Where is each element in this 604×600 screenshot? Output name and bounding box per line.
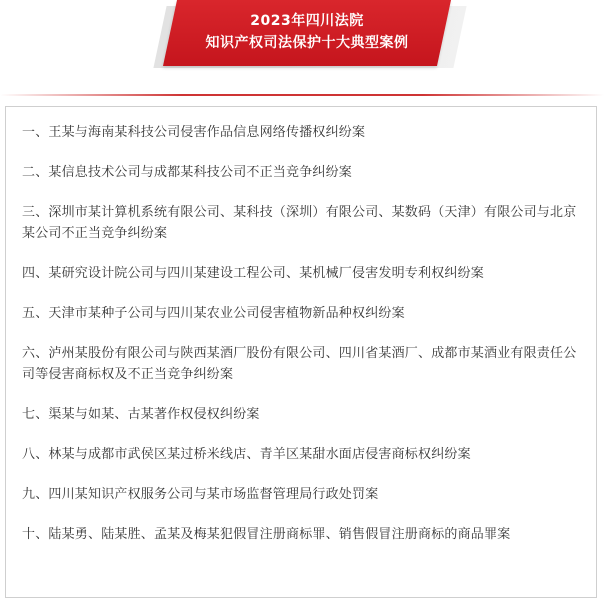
header-divider — [0, 94, 604, 96]
case-item: 十、陆某勇、陆某胜、孟某及梅某犯假冒注册商标罪、销售假冒注册商标的商品罪案 — [22, 527, 511, 542]
header-title-line1: 2023年四川法院 — [250, 13, 364, 29]
header-title — [170, 10, 444, 54]
case-list — [6, 107, 596, 545]
case-list-card — [5, 106, 597, 598]
case-item: 四、某研究设计院公司与四川某建设工程公司、某机械厂侵害发明专利权纠纷案 — [22, 266, 485, 281]
case-item: 七、渠某与如某、古某著作权侵权纠纷案 — [22, 407, 260, 422]
header-title-line2: 知识产权司法保护十大典型案例 — [205, 35, 409, 51]
case-item: 二、某信息技术公司与成都某科技公司不正当竞争纠纷案 — [22, 165, 353, 180]
case-item: 九、四川某知识产权服务公司与某市场监督管理局行政处罚案 — [22, 487, 379, 502]
header — [0, 0, 604, 80]
case-item: 五、天津市某种子公司与四川某农业公司侵害植物新品种权纠纷案 — [22, 306, 405, 321]
case-item: 三、深圳市某计算机系统有限公司、某科技（深圳）有限公司、某数码（天津）有限公司与北京某公司不正当竞争纠纷案 — [22, 205, 577, 241]
case-item: 一、王某与海南某科技公司侵害作品信息网络传播权纠纷案 — [22, 125, 366, 140]
case-item: 六、泸州某股份有限公司与陕西某酒厂股份有限公司、四川省某酒厂、成都市某酒业有限责任公司等侵害商标权及不正当竞争纠纷案 — [22, 346, 577, 382]
case-item: 八、林某与成都市武侯区某过桥米线店、青羊区某甜水面店侵害商标权纠纷案 — [22, 447, 471, 462]
